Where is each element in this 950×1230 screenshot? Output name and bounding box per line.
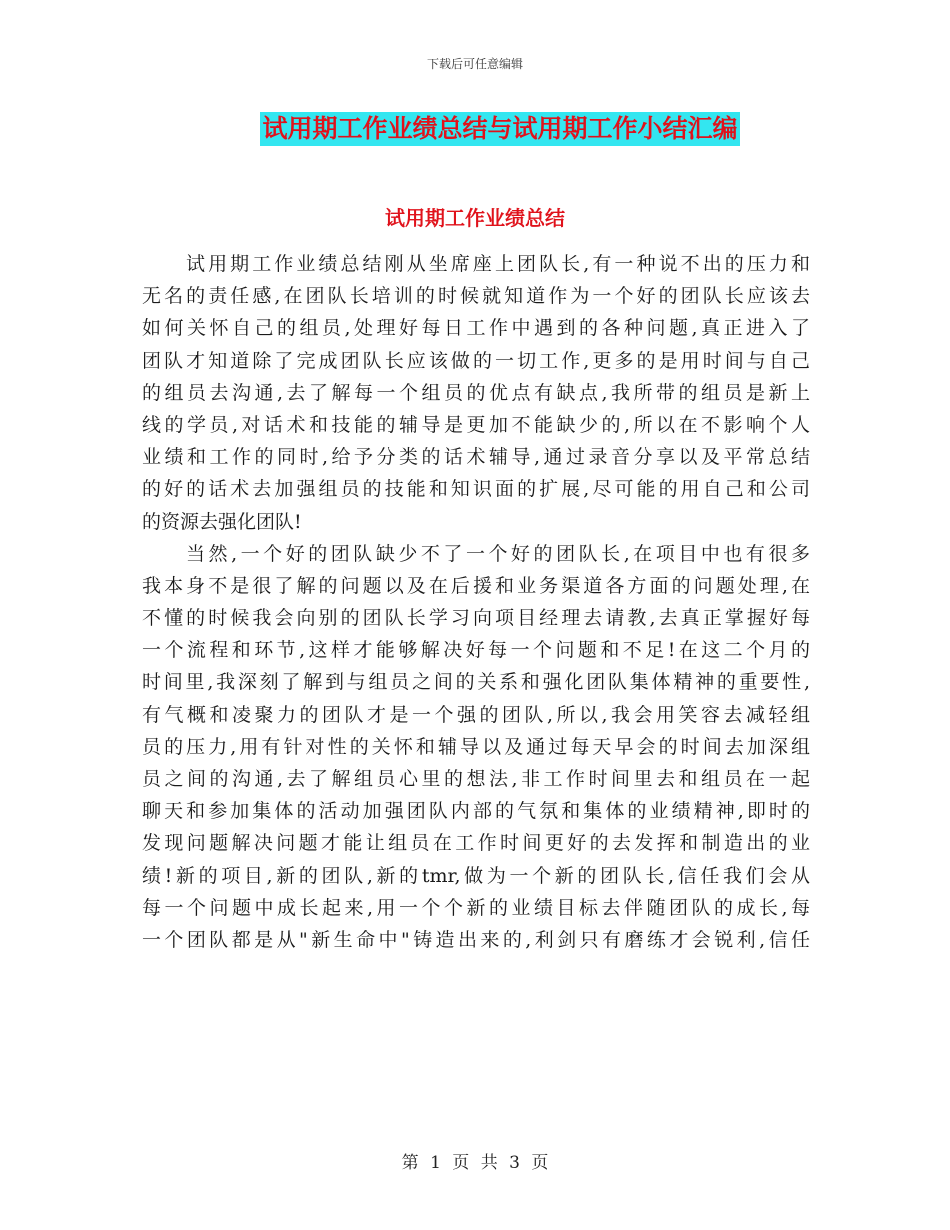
text-line: 无名的责任感,在团队长培训的时候就知道作为一个好的团队长应该去 [142, 285, 810, 308]
text-line: 员之间的沟通,去了解组员心里的想法,非工作时间里去和组员在一起 [142, 768, 810, 790]
text-line: 线的学员,对话术和技能的辅导是更加不能缺少的,所以在不影响个人 [142, 413, 810, 436]
text-line: 一个团队都是从"新生命中"铸造出来的,利剑只有磨练才会锐利,信任 [142, 928, 810, 951]
text-line: 的组员去沟通,去了解每一个组员的优点有缺点,我所带的组员是新上 [142, 381, 810, 404]
text-line: 当然,一个好的团队缺少不了一个好的团队长,在项目中也有很多 [186, 542, 810, 565]
text-line: 的好的话术去加强组员的技能和知识面的扩展,尽可能的用自己和公司 [142, 478, 810, 501]
text-line: 如何关怀自己的组员,处理好每日工作中遇到的各种问题,真正进入了 [142, 317, 810, 340]
section-title: 试用期工作业绩总结 [385, 206, 565, 230]
text-line: 的资源去强化团队! [142, 510, 302, 533]
text-line: 时间里,我深刻了解到与组员之间的关系和强化团队集体精神的重要性, [142, 671, 810, 694]
text-line: 有气概和凌聚力的团队才是一个强的团队,所以,我会用笑容去减轻组 [142, 703, 810, 726]
text-line: 业绩和工作的同时,给予分类的话术辅导,通过录音分享以及平常总结 [142, 446, 810, 469]
text-line: 员的压力,用有针对性的关怀和辅导以及通过每天早会的时间去加深组 [142, 735, 810, 758]
header-note: 下载后可任意编辑 [426, 57, 523, 71]
text-line: 团队才知道除了完成团队长应该做的一切工作,更多的是用时间与自己 [142, 349, 810, 372]
text-line: 我本身不是很了解的问题以及在后援和业务渠道各方面的问题处理,在 [142, 574, 810, 597]
text-line: 绩!新的项目,新的团队,新的tmr,做为一个新的团队长,信任我们会从 [142, 864, 810, 887]
text-line: 不懂的时候我会向别的团队长学习向项目经理去请教,去真正掌握好每 [142, 607, 810, 630]
text-line: 试用期工作业绩总结刚从坐席座上团队长,有一种说不出的压力和 [186, 253, 810, 275]
page-number-footer: 第 1 页 共 3 页 [401, 1153, 549, 1173]
text-line: 发现问题解决问题才能让组员在工作时间更好的去发挥和制造出的业 [142, 832, 810, 855]
text-line: 聊天和参加集体的活动加强团队内部的气氛和集体的业绩精神,即时的 [142, 800, 810, 823]
document-title-wrapper [0, 112, 950, 146]
document-title: 试用期工作业绩总结与试用期工作小结汇编 [260, 112, 739, 146]
text-line: 一个流程和环节,这样才能够解决好每一个问题和不足!在这二个月的 [142, 639, 810, 662]
text-line: 每一个问题中成长起来,用一个个新的业绩目标去伴随团队的成长,每 [142, 896, 810, 919]
body-text [142, 248, 810, 956]
